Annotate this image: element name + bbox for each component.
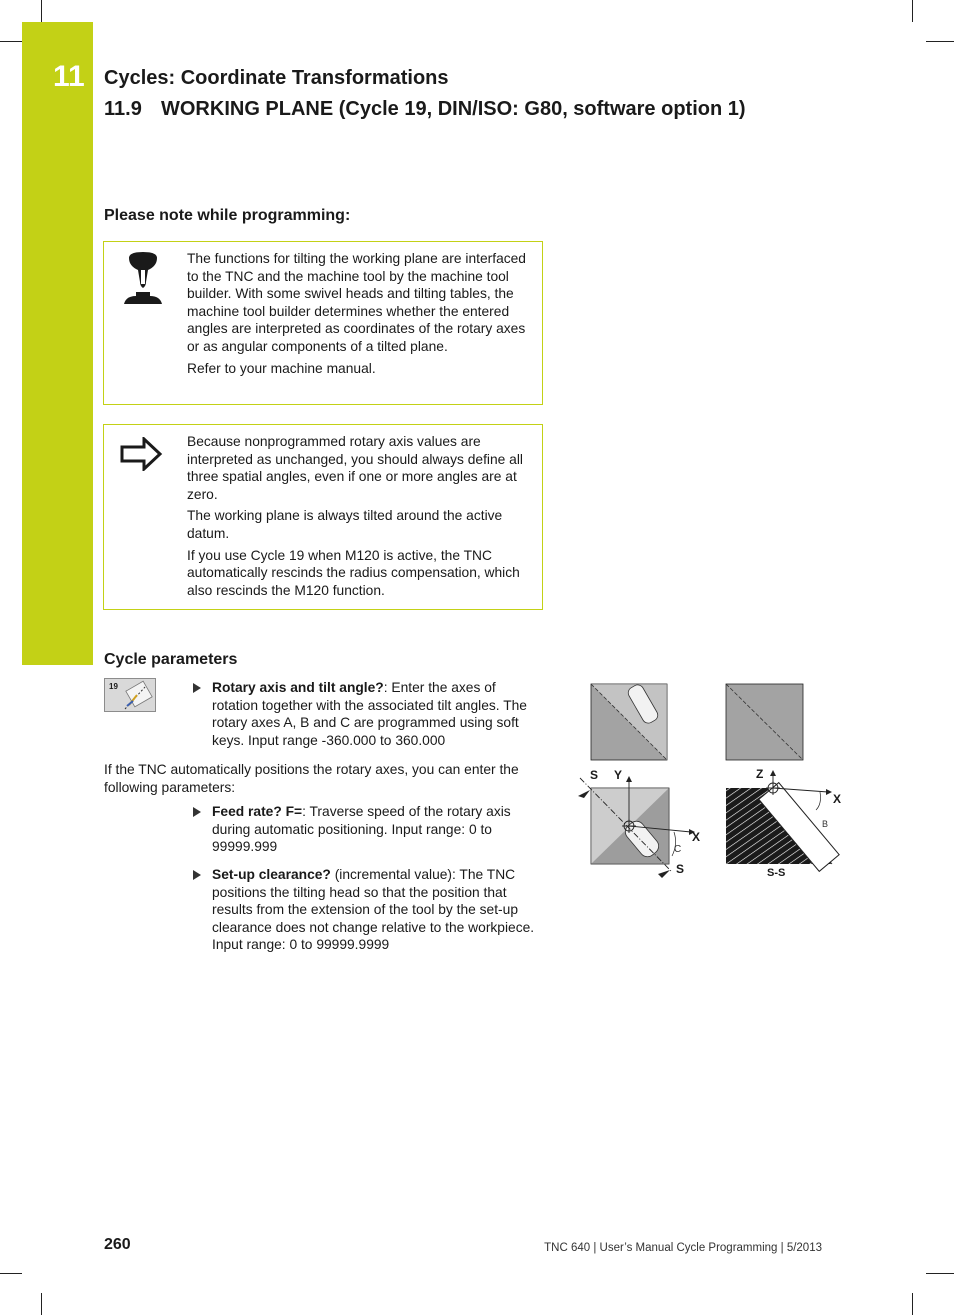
crop-mark: [41, 1293, 42, 1315]
note-paragraph: The working plane is always tilted around the active datum.: [187, 508, 503, 541]
crop-mark: [926, 1273, 954, 1274]
param-label: Rotary axis and tilt angle?: [212, 680, 384, 695]
chapter-number: 11: [53, 60, 85, 93]
label-s-bottom: S: [676, 862, 685, 876]
section-title: [104, 98, 746, 121]
chapter-side-band: [22, 22, 93, 665]
label-b: B: [822, 819, 829, 829]
crop-mark: [926, 41, 954, 42]
label-x-right: X: [833, 792, 842, 806]
machine-note-text: [187, 250, 534, 381]
intro-paragraph: If the TNC automatically positions the rotary axes, you can enter the following parameters:: [104, 762, 519, 795]
crop-mark: [912, 0, 913, 22]
param-setup-clearance: [193, 866, 543, 954]
tilted-plane-figure: [570, 680, 860, 885]
chapter-title: Cycles: Coordinate Transformations: [104, 67, 449, 89]
cycle-19-softkey-icon: [104, 678, 156, 712]
param-label: Feed rate? F=: [212, 804, 303, 819]
label-s-top: S: [590, 768, 599, 782]
section-title-text: WORKING PLANE (Cycle 19, DIN/ISO: G80, software option 1): [161, 98, 746, 120]
param-description: : Traverse speed of the rotary axis during automatic positioning. Input range: 0 to 99999.999: [212, 804, 511, 855]
machine-note-box: [103, 241, 543, 405]
label-z: Z: [756, 767, 764, 781]
crop-mark: [0, 1273, 22, 1274]
label-c: C: [674, 844, 682, 855]
hint-note-box: [103, 424, 543, 610]
hint-note-text: [187, 433, 534, 603]
crop-mark: [0, 41, 22, 42]
label-y: Y: [614, 768, 623, 782]
crop-mark: [912, 1293, 913, 1315]
note-paragraph: Refer to your machine manual.: [187, 360, 376, 376]
param-feed-rate: [193, 803, 543, 856]
label-section: S-S: [767, 867, 786, 879]
crop-mark: [41, 0, 42, 22]
section-number: 11.9: [104, 98, 142, 120]
page-footer: TNC 640 | User’s Manual Cycle Programming | 5/2013: [544, 1242, 822, 1254]
bullet-triangle-icon: [193, 683, 201, 693]
label-x-left: X: [692, 830, 701, 844]
bullet-triangle-icon: [193, 870, 201, 880]
param-description: (incremental value): The TNC positions the tilting head so that the position that results from the extension of the tool by the set-up clearance does not change relative to the workpiece. Input range: 0 to 99999.9999: [212, 867, 535, 953]
page-number: 260: [104, 1236, 131, 1253]
note-paragraph: Because nonprogrammed rotary axis values are interpreted as unchanged, you should always define all three spatial angles, even if one or more angles are at zero.: [187, 434, 523, 502]
arrow-right-icon: [118, 437, 164, 471]
cycle-parameters-heading: Cycle parameters: [104, 651, 238, 668]
bullet-triangle-icon: [193, 807, 201, 817]
machine-tool-icon: [118, 252, 168, 306]
param-label: Set-up clearance?: [212, 867, 331, 882]
note-paragraph: The functions for tilting the working plane are interfaced to the TNC and the machine tool by the machine tool builder. With some swivel heads and tilting tables, the machine tool builder determines whether the entered angles are interpreted as coordinates of the rotary axes or as angular components of a tilted plane.: [187, 251, 526, 354]
note-paragraph: If you use Cycle 19 when M120 is active, the TNC automatically rescinds the radius compensation, which also rescinds the M120 function.: [187, 547, 520, 598]
notes-heading: Please note while programming:: [104, 207, 351, 224]
param-description: : Enter the axes of rotation together with the associated tilt angles. The rotary axes A, B and C are programmed using soft keys. Input range -360.000 to 360.000: [212, 680, 527, 748]
cycle-number: 19: [109, 682, 118, 691]
param-rotary-axis: [193, 679, 543, 749]
